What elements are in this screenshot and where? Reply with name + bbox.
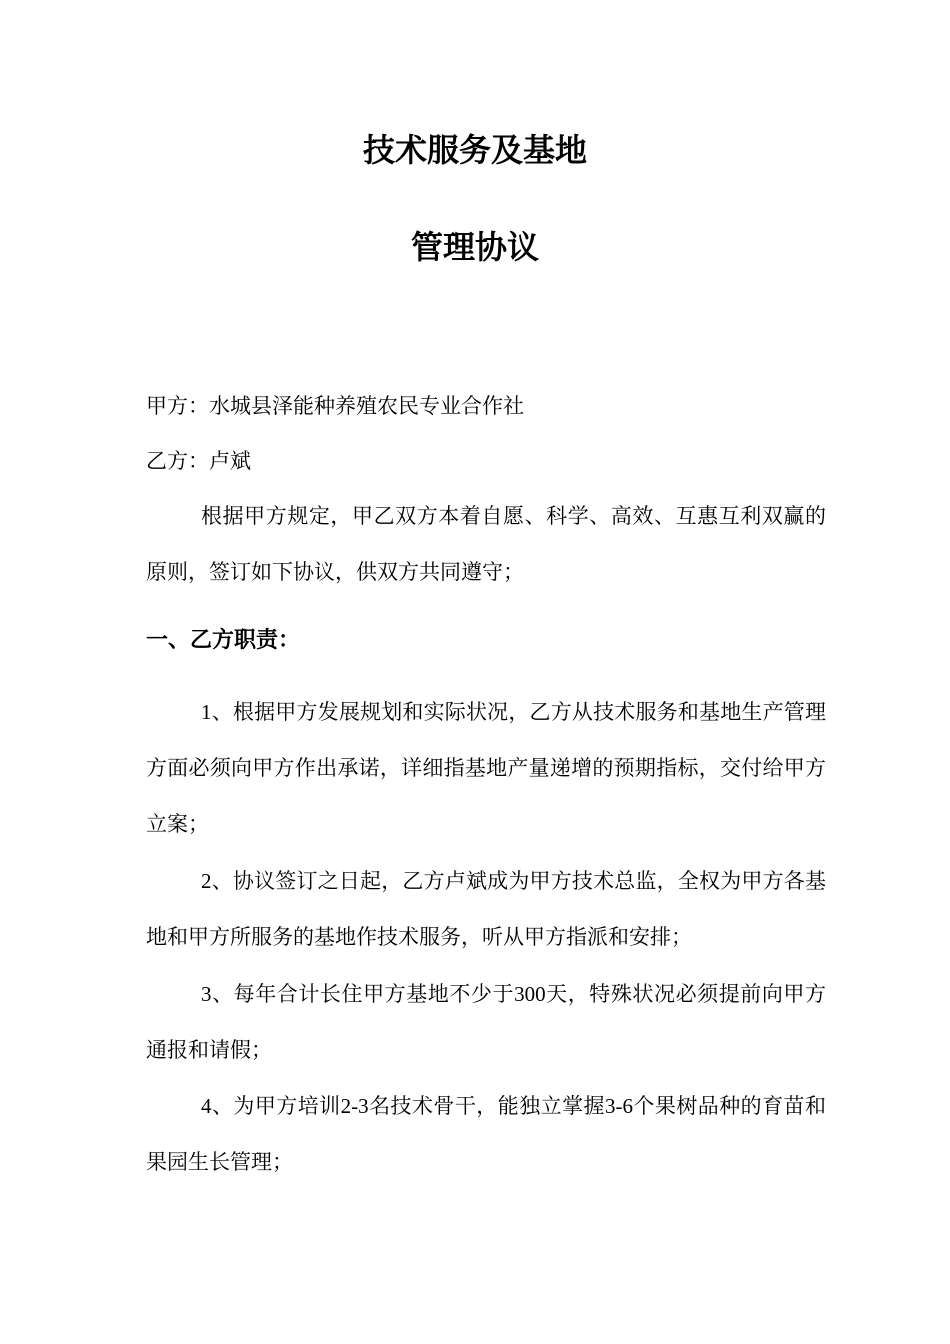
- duty-item-2: 2、协议签订之日起，乙方卢斌成为甲方技术总监，全权为甲方各基地和甲方所服务的基地作技术服务，听从甲方指派和安排；: [146, 869, 826, 949]
- party-b-line: 乙方：卢斌: [146, 449, 251, 473]
- intro-paragraph: 根据甲方规定，甲乙双方本着自愿、科学、高效、互惠互利双赢的原则，签订如下协议，供双方共同遵守；: [146, 504, 826, 584]
- document-title-line-2: 管理协议: [410, 229, 539, 265]
- section-heading-party-b-duties: 一、乙方职责：: [146, 627, 301, 652]
- duty-item-4: 4、为甲方培训2-3名技术骨干，能独立掌握3-6个果树品种的育苗和果园生长管理；: [146, 1094, 826, 1174]
- duty-item-3: 3、每年合计长住甲方基地不少于300天，特殊状况必须提前向甲方通报和请假；: [146, 982, 826, 1062]
- party-a-line: 甲方：水城县泽能种养殖农民专业合作社: [146, 394, 524, 418]
- duty-item-1: 1、根据甲方发展规划和实际状况，乙方从技术服务和基地生产管理方面必须向甲方作出承诺，详细指基地产量递增的预期指标，交付给甲方立案；: [146, 700, 826, 836]
- document-title-line-1: 技术服务及基地: [362, 132, 587, 168]
